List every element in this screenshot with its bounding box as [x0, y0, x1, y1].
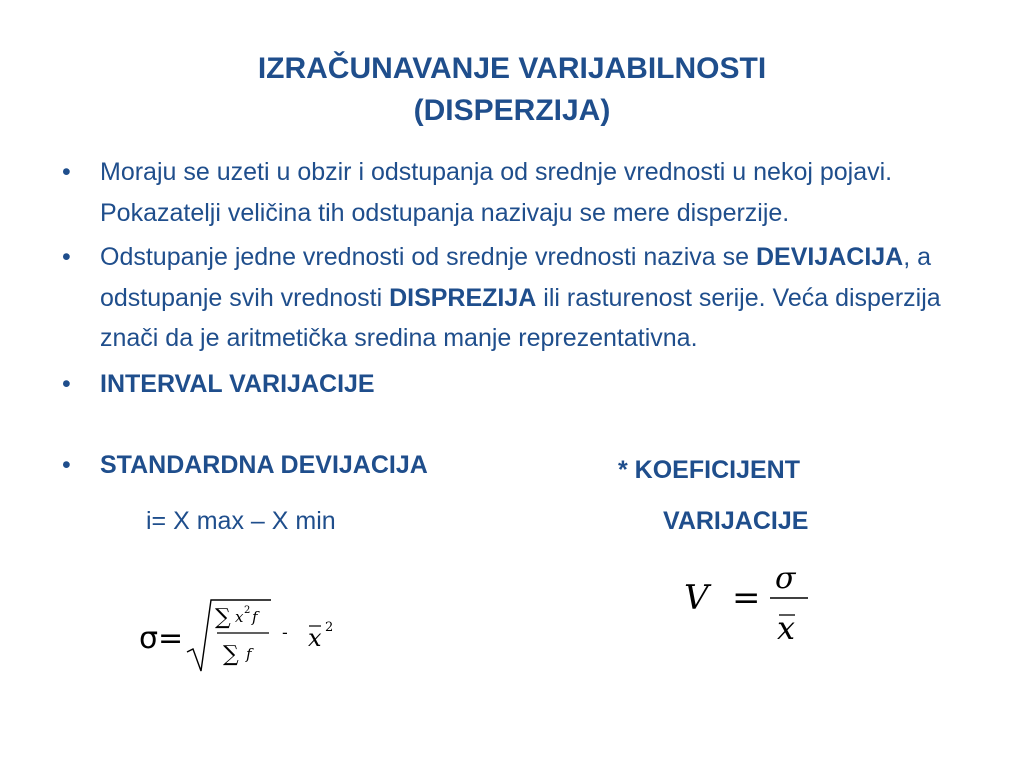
bullet-dot: •	[62, 369, 71, 398]
bullet-item-deviation	[58, 237, 998, 359]
numerator-f: f	[252, 608, 258, 626]
coefficient-variation-formula	[680, 558, 830, 648]
bullet-dot: •	[62, 158, 71, 186]
denominator-f: f	[246, 645, 252, 663]
dispersion-term: DISPREZIJA	[389, 283, 537, 312]
bullet-list	[58, 152, 998, 485]
bullet-item-interval	[58, 364, 998, 405]
xbar: x	[308, 624, 322, 652]
numerator-exp: 2	[244, 605, 251, 616]
deviation-term: DEVIJACIJA	[755, 243, 904, 271]
xbar-denominator: x	[777, 609, 796, 647]
deviation-text-e: ili rasturenost serije. Veća disperzija znači da je aritmetička sredina manje reprezentativna.	[100, 283, 941, 352]
title-line-1: IZRAČUNAVANJE VARIJABILNOSTI	[257, 52, 767, 85]
std-label: STANDARDNA DEVIJACIJA	[100, 450, 428, 479]
minus-sign: -	[282, 623, 288, 642]
slide-title	[150, 48, 874, 132]
dispersion-intro-text: Moraju se uzeti u obzir i odstupanja od srednje vrednosti u nekoj pojavi. Pokazatelji veličina tih odstupanja nazivaju se mere disperzije.	[100, 158, 893, 227]
numerator-sum: ∑	[215, 605, 231, 630]
interval-label: INTERVAL VARIJACIJE	[100, 369, 375, 398]
title-line-2: (DISPERZIJA)	[413, 94, 611, 127]
numerator-x: x	[235, 608, 244, 626]
bullet-dot: •	[62, 450, 71, 479]
equals-sign: =	[732, 578, 761, 618]
std-deviation-formula	[185, 597, 355, 677]
spacer-row	[58, 404, 998, 445]
bullet-dot: •	[62, 243, 71, 271]
bullet-item-std	[58, 445, 998, 486]
coef-label-line-1: * KOEFICIJENT	[618, 456, 800, 484]
sigma-numerator: σ	[775, 561, 796, 596]
interval-formula: i= X max – X min	[146, 507, 336, 535]
bullet-item-dispersion-intro	[58, 152, 998, 233]
coef-label-line-2: VARIJACIJE	[663, 507, 809, 535]
xbar-exp: 2	[325, 620, 334, 635]
v-symbol: V	[684, 578, 709, 618]
deviation-text-c: , a odstupanje svih vrednosti	[100, 243, 932, 312]
deviation-text-a: Odstupanje jedne vrednosti od srednje vrednosti naziva se	[100, 243, 756, 271]
sigma-label: σ=	[139, 621, 184, 656]
denominator-sum: ∑	[223, 642, 239, 667]
